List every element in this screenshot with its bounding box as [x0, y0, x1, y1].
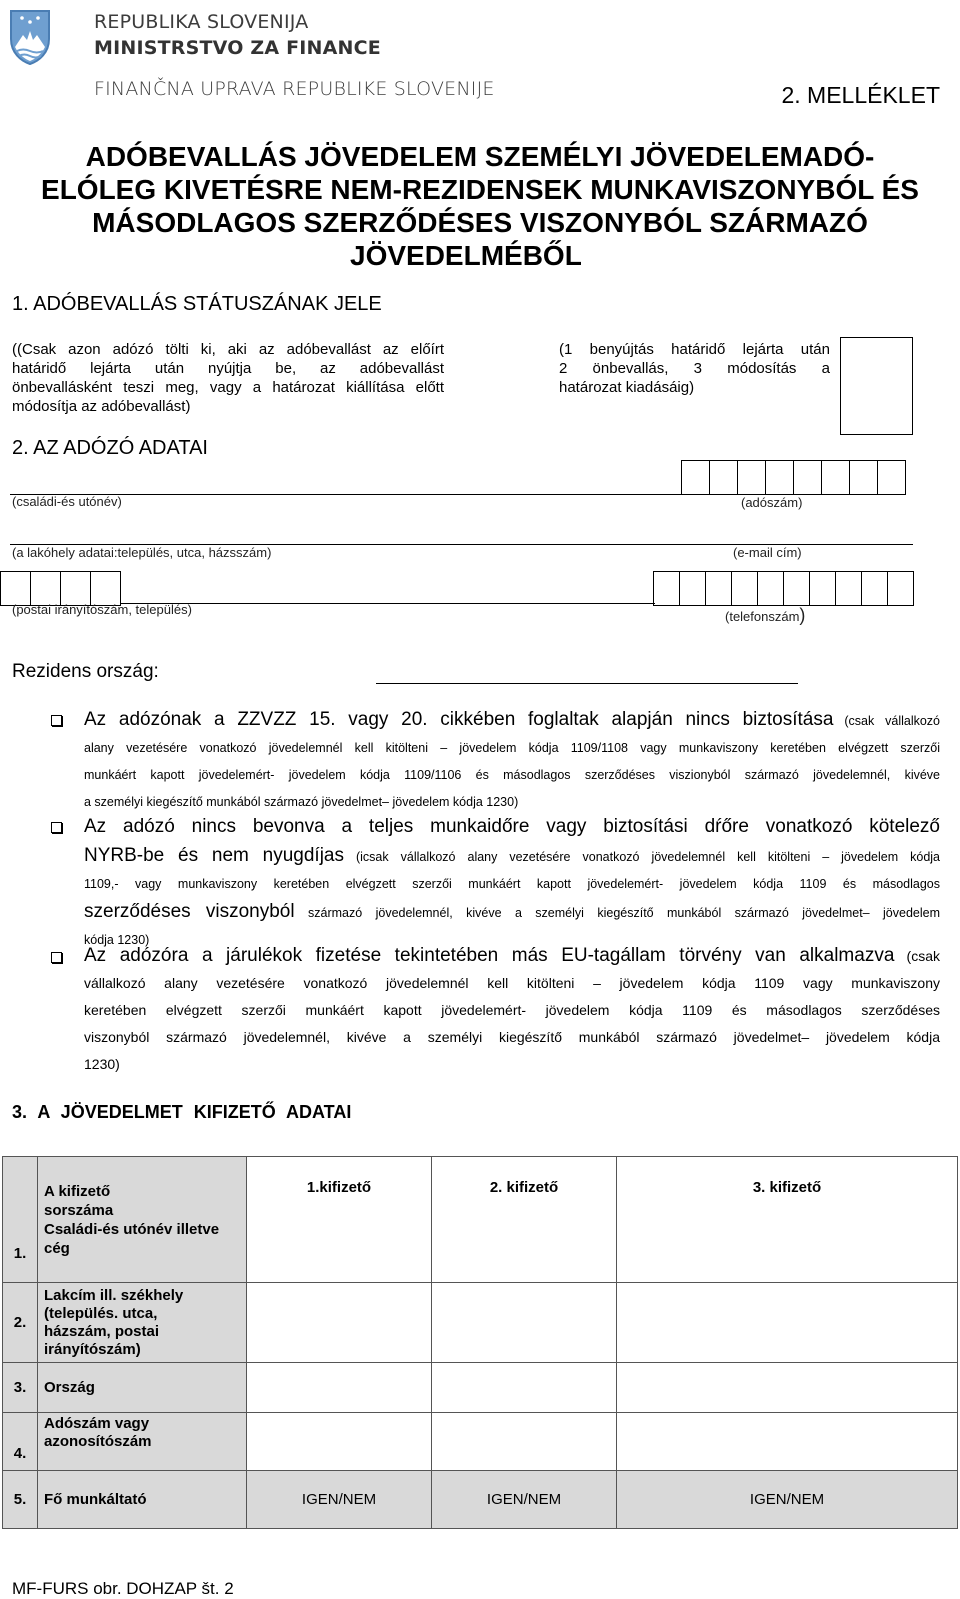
resident-country-label: Rezidens ország:: [12, 661, 159, 682]
digit-box[interactable]: [861, 571, 888, 606]
digit-box[interactable]: [877, 460, 906, 495]
digit-box[interactable]: [60, 571, 91, 606]
para-line: NYRB-be és nem nyugdíjas (icsak vállalkozó alany vezetésére vonatkozó jövedelemnél kell kitölteni – jövedelem kódja: [84, 845, 940, 866]
section-2-heading: 2. AZ ADÓZÓ ADATAI: [12, 437, 208, 459]
coat-of-arms-icon: [9, 9, 51, 65]
checkbox-eu-member-law[interactable]: [51, 952, 62, 963]
payer-1-taxid-cell[interactable]: [247, 1413, 432, 1471]
column-header: 1.kifizető: [306, 1179, 372, 1196]
payer-3-main-employer[interactable]: IGEN/NEM: [617, 1471, 958, 1529]
postal-field-line[interactable]: [120, 603, 655, 604]
digit-box[interactable]: [835, 571, 862, 606]
payer-2-country-cell[interactable]: [432, 1363, 617, 1413]
header-line-2: MINISTRSTVO ZA FINANCE: [94, 37, 381, 59]
header-line-1: REPUBLIKA SLOVENIJA: [94, 11, 309, 33]
row-label: Lakcím ill. székhely (település. utca, házszám, postai irányítószám): [38, 1283, 247, 1363]
checkbox-no-insurance-text: [84, 706, 940, 816]
digit-box[interactable]: [849, 460, 878, 495]
checkbox-not-included-text: [84, 813, 940, 954]
row-number: 4.: [3, 1413, 38, 1471]
payer-3-name-cell[interactable]: [617, 1157, 958, 1283]
column-header: 2. kifizető: [489, 1179, 559, 1196]
para-line: 1230): [84, 1056, 120, 1072]
digit-box[interactable]: [679, 571, 706, 606]
status-code-legend: [559, 340, 830, 397]
tax-number-label: (adószám): [741, 495, 803, 510]
postal-field-label: (postai irányítószám, település): [12, 602, 192, 617]
para-line: viszonyból származó jövedelemnél, kivéve a személyi kiegészítő munkából származó jövedelmet– jövedelem kódja: [84, 1029, 940, 1045]
payer-2-taxid-cell[interactable]: [432, 1413, 617, 1471]
row-label: Fő munkáltató: [38, 1471, 247, 1529]
section-1-heading: 1. ADÓBEVALLÁS STÁTUSZÁNAK JELE: [12, 293, 382, 315]
column-header: 3. kifizető: [752, 1179, 822, 1196]
checkbox-no-insurance[interactable]: [51, 715, 62, 726]
phone-number-boxes[interactable]: [654, 571, 914, 606]
legend-line: határozat kiadásáig): [559, 379, 695, 396]
payer-1-country-cell[interactable]: [247, 1363, 432, 1413]
para-line: munkáért kapott jövedelemért- jövedelem kódja 1109/1106 és másodlagos szerződéses viszionyból származó jövedelemnél, kivéve: [84, 768, 940, 782]
digit-box[interactable]: [809, 571, 836, 606]
explanation-line: módosítja az adóbevallást): [12, 398, 191, 415]
status-code-box[interactable]: [840, 337, 913, 435]
para-line: keretében elvégzett szerzői munkáért kapott jövedelemért- jövedelem kódja 1109 és másodlagos szerződéses: [84, 1002, 940, 1018]
tax-number-boxes[interactable]: [682, 460, 906, 495]
row-label: Adószám vagy azonosítószám: [38, 1413, 247, 1471]
digit-box[interactable]: [709, 460, 738, 495]
payer-3-address-cell[interactable]: [617, 1283, 958, 1363]
row-number: 2.: [3, 1283, 38, 1363]
payer-1-address-cell[interactable]: [247, 1283, 432, 1363]
digit-box[interactable]: [821, 460, 850, 495]
explanation-line: határidő lejárta után nyújtja be, az adóbevallást: [12, 360, 444, 377]
para-line: Az adózóra a járulékok fizetése tekintetében más EU-tagállam törvény van alkalmazva (csak: [84, 945, 941, 966]
digit-box[interactable]: [731, 571, 758, 606]
row-number: 1.: [3, 1157, 38, 1283]
digit-box[interactable]: [765, 460, 794, 495]
para-line: alany vezetésére vonatkozó jövedelemnél kell kitölteni – jövedelem kódja 1109/1108 vagy munkaviszony keretében elvégzett szerzői: [84, 741, 940, 755]
digit-box[interactable]: [653, 571, 680, 606]
row-label: Ország: [38, 1363, 247, 1413]
digit-box[interactable]: [757, 571, 784, 606]
email-field-label: (e-mail cím): [733, 545, 802, 560]
resident-country-line[interactable]: [376, 683, 798, 684]
address-field-label: (a lakóhely adatai:település, utca, házsszám): [12, 545, 272, 560]
payer-2-address-cell[interactable]: [432, 1283, 617, 1363]
digit-box[interactable]: [90, 571, 121, 606]
explanation-line: önbevallásként teszi meg, vagy a határozat kiállítása előtt: [12, 379, 444, 396]
form-title-line-1: ADÓBEVALLÁS JÖVEDELEM SZEMÉLYI JÖVEDELEMADÓ-: [85, 141, 875, 172]
digit-box[interactable]: [681, 460, 710, 495]
checkbox-not-included[interactable]: [51, 822, 62, 833]
payer-2-main-employer[interactable]: IGEN/NEM: [432, 1471, 617, 1529]
form-code: MF-FURS obr. DOHZAP št. 2: [12, 1579, 234, 1598]
form-title-line-4: JÖVEDELMÉBŐL: [350, 240, 582, 271]
annex-label: 2. MELLÉKLET: [781, 82, 940, 108]
digit-box[interactable]: [30, 571, 61, 606]
phone-label-text: (telefonszám: [725, 609, 800, 624]
digit-box[interactable]: [793, 460, 822, 495]
row-label: A kifizető sorszáma Családi-és utónév illetve cég: [38, 1157, 247, 1283]
digit-box[interactable]: [0, 571, 31, 606]
header-line-3: FINANČNA UPRAVA REPUBLIKE SLOVENIJE: [94, 78, 495, 100]
para-line: a személyi kiegészítő munkából származó jövedelmet– jövedelem kódja 1230): [84, 795, 519, 809]
legend-line: 2 önbevallás, 3 módosítás a: [559, 360, 830, 377]
row-number: 5.: [3, 1471, 38, 1529]
digit-box[interactable]: [705, 571, 732, 606]
form-title-line-2: ELÓLEG KIVETÉSRE NEM-REZIDENSEK MUNKAVISZONYBÓL ÉS: [41, 174, 919, 205]
digit-box[interactable]: [887, 571, 914, 606]
section-1-explanation: [12, 340, 444, 416]
explanation-line: ((Csak azon adózó tölti ki, aki az adóbevallást az előírt: [12, 341, 444, 358]
postal-code-boxes[interactable]: [1, 571, 121, 606]
phone-label-paren: ): [799, 605, 806, 625]
name-field-label: (családi-és utónév): [12, 494, 122, 509]
para-line: szerződéses viszonyból származó jövedelemnél, kivéve a személyi kiegészítő munkából származó jövedelmet– jövedelem: [84, 901, 940, 922]
digit-box[interactable]: [783, 571, 810, 606]
para-line: 1109,- vagy munkaviszony keretében elvégzett szerzői munkáért kapott jövedelemért- jövedelem kódja 1109 és másodlagos: [84, 877, 940, 891]
payer-3-country-cell[interactable]: [617, 1363, 958, 1413]
section-3-heading: 3. A JÖVEDELMET KIFIZETŐ ADATAI: [12, 1102, 352, 1122]
payer-2-name-cell[interactable]: [432, 1157, 617, 1283]
payer-1-main-employer[interactable]: IGEN/NEM: [247, 1471, 432, 1529]
payer-table: [2, 1156, 958, 1529]
para-line: Az adózó nincs bevonva a teljes munkaidőre vagy biztosítási dŕőre vonatkozó kötelező: [84, 816, 940, 837]
checkbox-eu-member-law-text: [84, 942, 940, 1078]
payer-3-taxid-cell[interactable]: [617, 1413, 958, 1471]
row-number: 3.: [3, 1363, 38, 1413]
payer-1-name-cell[interactable]: [247, 1157, 432, 1283]
form-title-line-3: MÁSODLAGOS SZERZŐDÉSES VISZONYBÓL SZÁRMAZÓ: [92, 207, 868, 238]
para-line: vállalkozó alany vezetésére vonatkozó jövedelemnél kell kitölteni – jövedelem kódja 1109 vagy munkaviszony: [84, 975, 940, 991]
para-line: kódja 1230): [84, 933, 150, 947]
digit-box[interactable]: [737, 460, 766, 495]
para-line: Az adózónak a ZZVZZ 15. vagy 20. cikkében foglaltak alapján nincs biztosítása (csak vállalkozó: [84, 709, 940, 730]
phone-field-label: [725, 605, 805, 626]
legend-line: (1 benyújtás határidő lejárta után: [559, 341, 830, 358]
